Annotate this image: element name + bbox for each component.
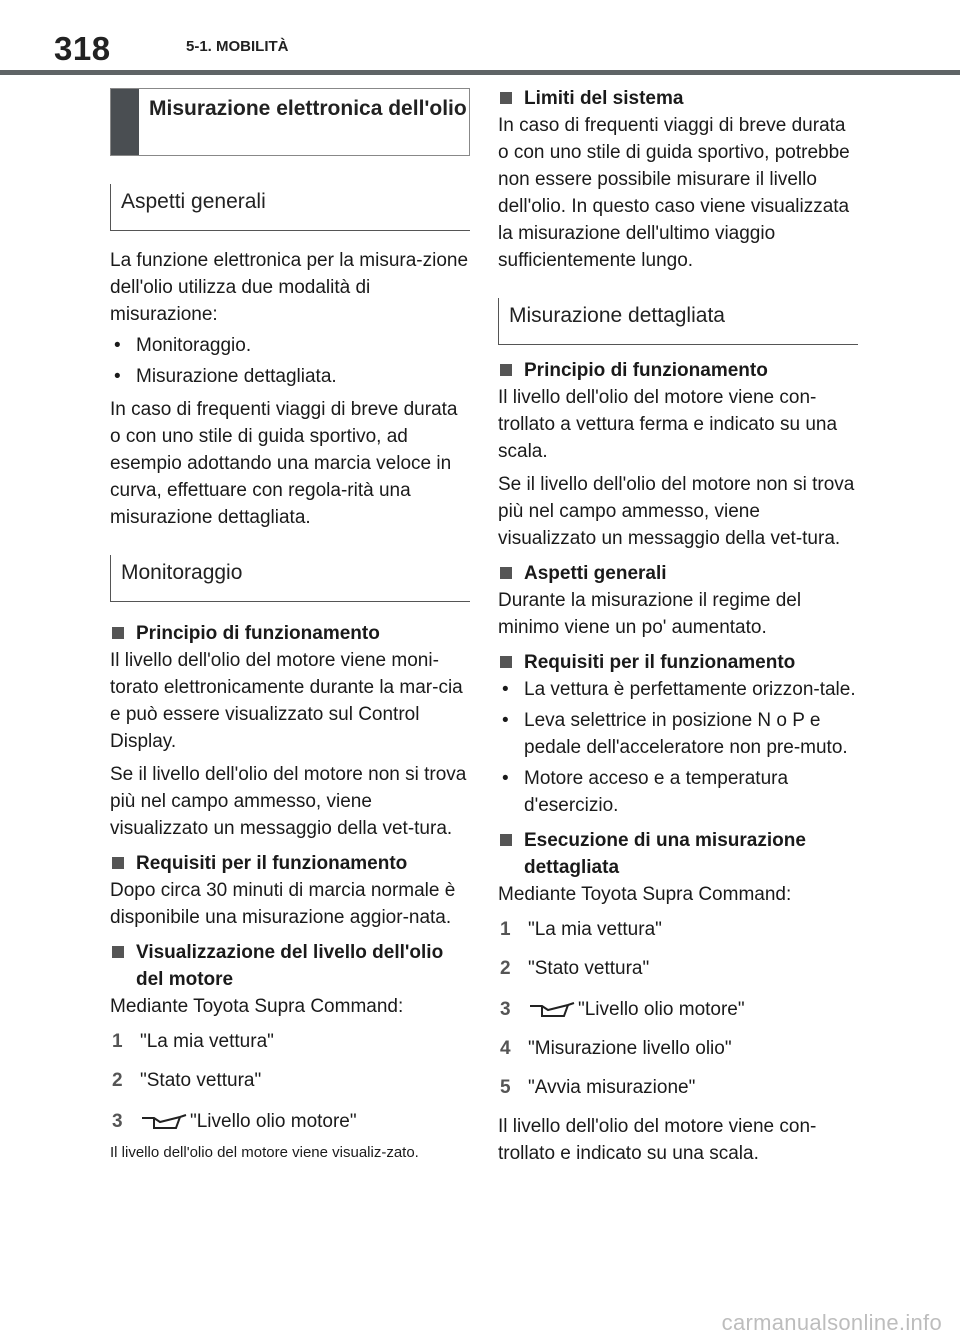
step-item: 2 "Stato vettura" bbox=[500, 958, 650, 979]
paragraph: Dopo circa 30 minuti di marcia normale è disponibile una misurazione aggior-nata. bbox=[110, 880, 456, 928]
note-text: Il livello dell'olio del motore viene visualiz-zato. bbox=[110, 1144, 419, 1161]
paragraph: Mediante Toyota Supra Command: bbox=[110, 996, 404, 1017]
paragraph: Se il livello dell'olio del motore non si trova più nel campo ammesso, viene visualizzato un messaggio della vet-tura. bbox=[498, 474, 855, 549]
step-item: 3 "Livello olio motore" bbox=[112, 1111, 357, 1132]
title-accent-bar bbox=[111, 89, 139, 155]
bold-heading: Principio di funzionamento bbox=[498, 357, 858, 384]
step-item: 2 "Stato vettura" bbox=[112, 1070, 262, 1091]
square-bullet-icon bbox=[500, 567, 512, 579]
chapter-title-box bbox=[110, 88, 470, 156]
step-item: 3 "Livello olio motore" bbox=[500, 999, 745, 1020]
bold-heading: Requisiti per il funzionamento bbox=[498, 649, 858, 676]
subheading-aspetti-generali: Aspetti generali bbox=[110, 184, 470, 231]
bold-heading: Principio di funzionamento bbox=[110, 620, 470, 647]
bold-heading: Limiti del sistema bbox=[498, 85, 858, 112]
paragraph: Il livello dell'olio del motore viene con-trollato a vettura ferma e indicato su una scala. bbox=[498, 387, 838, 462]
step-item: 5 "Avvia misurazione" bbox=[500, 1077, 696, 1098]
list-item: • Leva selettrice in posizione N o P e pedale dell'acceleratore non pre-muto. bbox=[498, 707, 858, 761]
bold-heading: Visualizzazione del livello dell'olio del motore bbox=[110, 939, 470, 993]
square-bullet-icon bbox=[500, 364, 512, 376]
paragraph: Durante la misurazione il regime del minimo viene un po' aumentato. bbox=[498, 590, 802, 638]
square-bullet-icon bbox=[500, 834, 512, 846]
square-bullet-icon bbox=[112, 857, 124, 869]
section-title: 5-1. MOBILITÀ bbox=[186, 38, 289, 55]
oil-can-icon bbox=[140, 1112, 188, 1132]
subheading-monitoraggio: Monitoraggio bbox=[110, 555, 470, 602]
chapter-title: Misurazione elettronica dell'olio bbox=[149, 97, 467, 120]
paragraph: La funzione elettronica per la misura-zione dell'olio utilizza due modalità di misurazione: bbox=[110, 250, 469, 325]
list-item: • La vettura è perfettamente orizzon-tale. bbox=[498, 676, 858, 703]
paragraph: In caso di frequenti viaggi di breve durata o con uno stile di guida sportivo, ad esempio adottando una marcia veloce in curva, effettuare con regola-rità una misurazione dettagliata. bbox=[110, 399, 458, 528]
bold-heading: Aspetti generali bbox=[498, 560, 858, 587]
paragraph: In caso di frequenti viaggi di breve durata o con uno stile di guida sportivo, potrebbe non essere possibile misurare il livello dell'olio. In questo caso viene visualizzata la misurazione dell'ultimo viaggio sufficientemente lungo. bbox=[498, 115, 850, 271]
page-number: 318 bbox=[54, 30, 111, 67]
step-item: 1 "La mia vettura" bbox=[500, 919, 662, 940]
list-item: • Motore acceso e a temperatura d'esercizio. bbox=[498, 765, 858, 819]
step-item: 4 "Misurazione livello olio" bbox=[500, 1038, 732, 1059]
left-column bbox=[110, 88, 470, 1167]
square-bullet-icon bbox=[112, 627, 124, 639]
paragraph: Se il livello dell'olio del motore non si trova più nel campo ammesso, viene visualizzato un messaggio della vet-tura. bbox=[110, 764, 467, 839]
header-divider bbox=[0, 70, 960, 75]
bold-heading: Requisiti per il funzionamento bbox=[110, 850, 470, 877]
bold-heading: Esecuzione di una misurazione dettagliata bbox=[498, 827, 858, 881]
subheading-misurazione-dettagliata: Misurazione dettagliata bbox=[498, 298, 858, 345]
square-bullet-icon bbox=[500, 92, 512, 104]
right-column bbox=[498, 88, 858, 1171]
paragraph: Il livello dell'olio del motore viene con-trollato e indicato su una scala. bbox=[498, 1116, 817, 1164]
watermark: carmanualsonline.info bbox=[721, 1310, 942, 1335]
list-item: • Misurazione dettagliata. bbox=[110, 363, 470, 390]
square-bullet-icon bbox=[112, 946, 124, 958]
oil-can-icon bbox=[528, 1000, 576, 1020]
page-header bbox=[0, 0, 960, 76]
list-item: • Monitoraggio. bbox=[110, 332, 470, 359]
paragraph: Il livello dell'olio del motore viene moni-torato elettronicamente durante la mar-cia e può essere visualizzato sul Control Display. bbox=[110, 650, 463, 752]
step-item: 1 "La mia vettura" bbox=[112, 1031, 274, 1052]
square-bullet-icon bbox=[500, 656, 512, 668]
paragraph: Mediante Toyota Supra Command: bbox=[498, 884, 792, 905]
